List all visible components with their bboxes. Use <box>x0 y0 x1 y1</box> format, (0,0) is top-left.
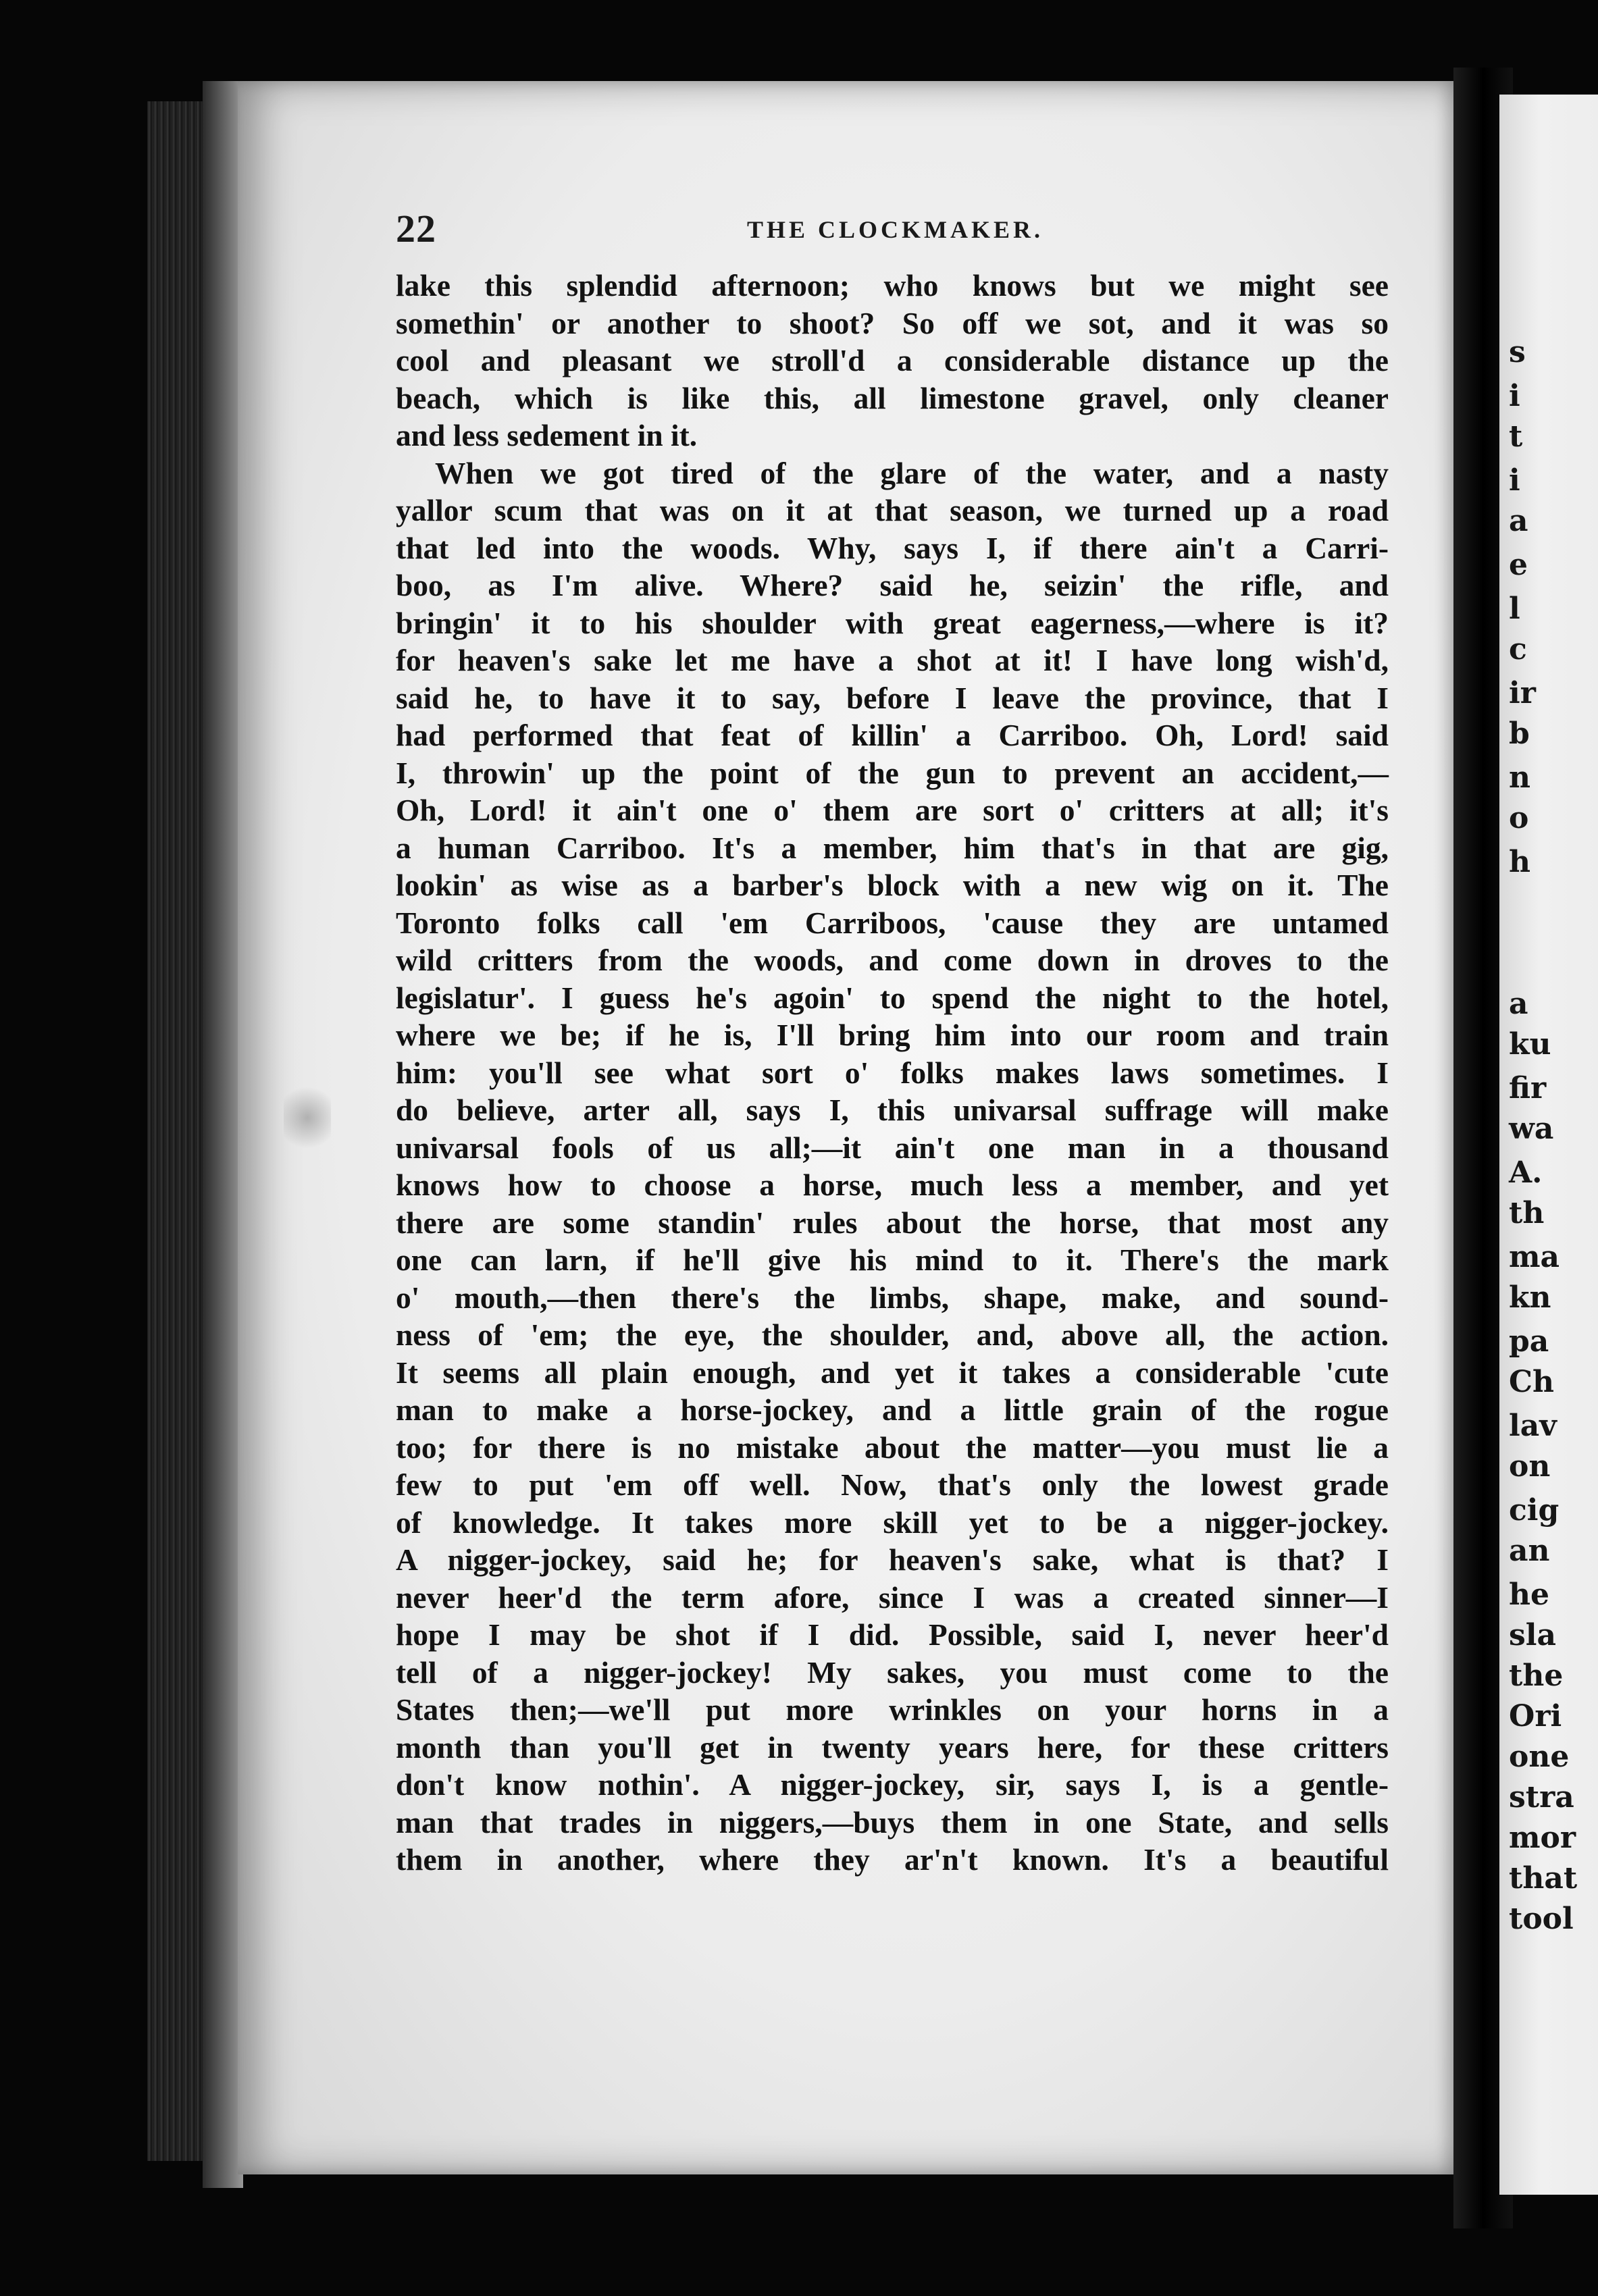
text-line: tell of a nigger-jockey! My sakes, you must come to the <box>396 1654 1389 1690</box>
text-line: and less sedement in it. <box>396 418 698 452</box>
text-line: for heaven's sake let me have a shot at it! I have long wish'd, <box>396 643 1389 677</box>
text-line: Toronto folks call 'em Carriboos, 'cause they are untamed <box>396 905 1389 940</box>
facing-page-fragment: e <box>1509 548 1528 582</box>
facing-page-fragment: tool <box>1509 1902 1574 1936</box>
text-line: A nigger-jockey, said he; for heaven's sake, what is that? I <box>396 1542 1389 1577</box>
facing-page-fragment: A. <box>1509 1155 1543 1190</box>
facing-page-fragment: ma <box>1509 1240 1560 1274</box>
facing-page <box>1499 95 1598 2195</box>
text-line: boo, as I'm alive. Where? said he, seizin' the rifle, and <box>396 568 1389 602</box>
text-line: that led into the woods. Why, says I, if there ain't a Carri- <box>396 530 1389 565</box>
left-leaf-edge <box>203 81 243 2188</box>
text-line: States then;—we'll put more wrinkles on your horns in a <box>396 1692 1389 1727</box>
body-text <box>396 267 1389 1879</box>
facing-page-fragment: ir <box>1509 676 1536 710</box>
facing-page-fragment: cig <box>1509 1493 1560 1528</box>
text-line: too; for there is no mistake about the matter—you must lie a <box>396 1430 1389 1465</box>
facing-page-fragment: fir <box>1509 1071 1547 1105</box>
text-line: o' mouth,—then there's the limbs, shape, make, and sound- <box>396 1280 1389 1315</box>
text-line: Oh, Lord! it ain't one o' them are sort o' critters at all; it's <box>396 793 1389 827</box>
text-line: a human Carriboo. It's a member, him that's in that are gig, <box>396 830 1389 865</box>
text-line: knows how to choose a horse, much less a member, and yet <box>396 1168 1389 1202</box>
facing-page-fragment: h <box>1509 845 1530 879</box>
text-line: where we be; if he is, I'll bring him into our room and train <box>396 1018 1389 1052</box>
text-line: lake this splendid afternoon; who knows but we might see <box>396 268 1389 303</box>
text-line: univarsal fools of us all;—it ain't one man in a thousand <box>396 1130 1389 1165</box>
text-line: lookin' as wise as a barber's block with a new wig on it. The <box>396 868 1389 902</box>
page-header <box>396 206 1389 253</box>
running-head: THE CLOCKMAKER. <box>747 216 1044 243</box>
facing-page-fragment: kn <box>1509 1280 1551 1315</box>
facing-page-fragment: sla <box>1509 1618 1556 1652</box>
facing-page-fragment: wa <box>1509 1112 1554 1146</box>
text-line: yallor scum that was on it at that season, we turned up a road <box>396 493 1389 527</box>
facing-page-fragment: that <box>1509 1861 1578 1896</box>
facing-page-fragment: on <box>1509 1449 1551 1484</box>
text-line: beach, which is like this, all limestone gravel, only cleaner <box>396 380 1389 415</box>
facing-page-fragment: i <box>1509 379 1520 413</box>
facing-page-fragment: mor <box>1509 1821 1576 1855</box>
text-line: I, throwin' up the point of the gun to prevent an accident,— <box>396 755 1389 790</box>
text-line: ness of 'em; the eye, the shoulder, and, above all, the action. <box>396 1317 1389 1352</box>
page-number: 22 <box>396 207 436 251</box>
text-line: legislatur'. I guess he's agoin' to spend the night to the hotel, <box>396 980 1389 1015</box>
facing-page-fragment: s <box>1509 335 1526 369</box>
text-line: of knowledge. It takes more skill yet to be a nigger-jockey. <box>396 1505 1389 1540</box>
facing-page-fragment: stra <box>1509 1780 1574 1815</box>
text-line: bringin' it to his shoulder with great eagerness,—where is it? <box>396 605 1389 640</box>
text-line: It seems all plain enough, and yet it takes a considerable 'cute <box>396 1355 1389 1390</box>
facing-page-fragment: one <box>1509 1740 1570 1774</box>
text-line: man that trades in niggers,—buys them in one State, and sells <box>396 1804 1389 1840</box>
text-line: somethin' or another to shoot? So off we sot, and it was so <box>396 305 1389 340</box>
facing-page-fragment: i <box>1509 463 1520 498</box>
text-line: don't know nothin'. A nigger-jockey, sir, says I, is a gentle- <box>396 1767 1389 1802</box>
facing-page-fragment: the <box>1509 1659 1564 1693</box>
facing-page-fragment: n <box>1509 760 1530 795</box>
text-line: month than you'll get in twenty years here, for these critters <box>396 1729 1389 1765</box>
facing-page-fragment: t <box>1509 419 1523 454</box>
text-line: hope I may be shot if I did. Possible, said I, never heer'd <box>396 1617 1389 1652</box>
facing-page-fragment: o <box>1509 801 1529 835</box>
text-line: do believe, arter all, says I, this univarsal suffrage will make <box>396 1093 1389 1127</box>
facing-page-fragment: l <box>1509 592 1520 626</box>
text-line: man to make a horse-jockey, and a little grain of the rogue <box>396 1392 1389 1427</box>
facing-page-fragment: ku <box>1509 1027 1551 1062</box>
text-line: him: you'll see what sort o' folks makes laws sometimes. I <box>396 1055 1389 1090</box>
facing-page-fragment: pa <box>1509 1324 1549 1359</box>
facing-page-fragment: a <box>1509 504 1528 538</box>
facing-page-fragment: an <box>1509 1534 1550 1568</box>
facing-page-fragment: b <box>1509 716 1530 751</box>
paper-stain <box>284 1080 331 1155</box>
text-line: said he, to have it to say, before I leave the province, that I <box>396 680 1389 715</box>
text-line: When we got tired of the glare of the water, and a nasty <box>435 455 1389 490</box>
text-line: cool and pleasant we stroll'd a considerable distance up the <box>396 343 1389 377</box>
facing-page-fragment: Ori <box>1509 1699 1562 1733</box>
facing-page-fragment: he <box>1509 1577 1549 1612</box>
facing-page-fragment: Ch <box>1509 1365 1555 1399</box>
facing-page-fragment: a <box>1509 987 1528 1021</box>
text-line: had performed that feat of killin' a Carriboo. Oh, Lord! said <box>396 718 1389 752</box>
facing-page-fragment: th <box>1509 1196 1545 1230</box>
text-line: few to put 'em off well. Now, that's only the lowest grade <box>396 1467 1389 1502</box>
text-line: wild critters from the woods, and come down in droves to the <box>396 943 1389 977</box>
text-line: them in another, where they ar'n't known. It's a beautiful <box>396 1842 1389 1877</box>
facing-page-fragment: c <box>1509 632 1527 667</box>
facing-page-fragment: lav <box>1509 1409 1557 1443</box>
text-line: one can larn, if he'll give his mind to it. There's the mark <box>396 1243 1389 1277</box>
text-line: there are some standin' rules about the horse, that most any <box>396 1205 1389 1240</box>
text-line: never heer'd the term afore, since I was a created sinner—I <box>396 1580 1389 1615</box>
